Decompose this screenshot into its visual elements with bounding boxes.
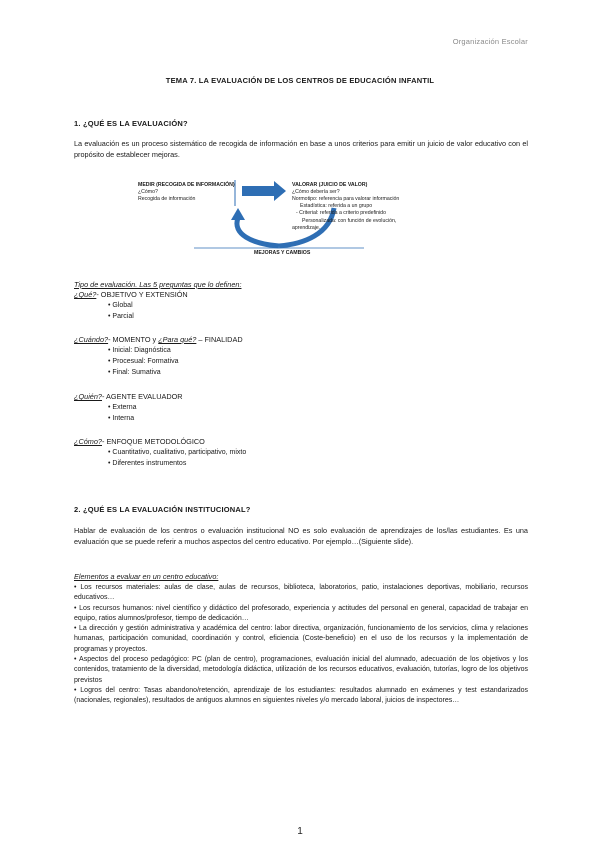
que-line [74, 290, 188, 300]
quien-label: - AGENTE EVALUADOR [102, 392, 183, 401]
que-label: - OBJETIVO Y EXTENSIÓN [96, 290, 188, 299]
list-item: • Procesual: Formativa [108, 358, 179, 365]
valorar-line: ¿Cómo debería ser? [292, 189, 340, 195]
list-item: • Los recursos humanos: nivel científico y didáctico del profesorado, experiencia y actitudes del personal en general, capacidad de trabajar en equipo, ratios alumnos/profesor, tiempo de dedicación… [74, 604, 528, 622]
list-item: • Inicial: Diagnóstica [108, 347, 171, 354]
elements-list [74, 583, 528, 707]
running-header: Organización Escolar [452, 37, 528, 46]
valorar-line: - Criterial: referida a criterio predefinido [296, 210, 386, 216]
valorar-line: aprendizaje. [292, 225, 321, 231]
document-title: TEMA 7. LA EVALUACIÓN DE LOS CENTROS DE EDUCACIÓN INFANTIL [165, 76, 435, 85]
quien-line [74, 392, 183, 402]
evaluation-cycle-diagram [134, 178, 464, 262]
finalidad-label: – FINALIDAD [196, 335, 243, 344]
elements-title: Elementos a evaluar en un centro educativo: [74, 572, 219, 581]
valorar-title: VALORAR (JUICIO DE VALOR) [292, 182, 368, 188]
list-item: • Global [108, 302, 133, 309]
bottom-label: MEJORAS Y CAMBIOS [254, 250, 311, 256]
list-item: • Diferentes instrumentos [108, 460, 187, 467]
forward-arrow [242, 181, 286, 201]
medir-line: Recogida de información [138, 196, 196, 202]
cuando-line [74, 335, 243, 345]
list-item: • Final: Sumativa [108, 369, 161, 376]
list-item: • Externa [108, 404, 137, 411]
return-arrow-left [237, 218, 279, 246]
tipo-title: Tipo de evaluación. Las 5 preguntas que lo definen: [74, 280, 242, 289]
page-number: 1 [297, 826, 303, 837]
como-label: - ENFOQUE METODOLÓGICO [101, 437, 205, 446]
quien-question: ¿Quién? [74, 392, 102, 401]
list-item: • Los recursos materiales: aulas de clase, aulas de recursos, biblioteca, laboratorios, patio, instalaciones deportivas, mobiliario, recursos educativos… [74, 584, 528, 602]
valorar-line: Normotipo: referencia para valorar información [292, 196, 400, 202]
medir-title: MEDIR (RECOGIDA DE INFORMACIÓN) [138, 182, 235, 188]
valorar-line: Personalizada: con función de evolución, [302, 218, 397, 224]
que-question: ¿Qué? [74, 290, 97, 299]
list-item: • Aspectos del proceso pedagógico: PC (plan de centro), programaciones, evaluación inicial del alumnado, adecuación de los objetivos y los contenidos, tratamiento de la diversidad, metodología didáctica, utilización de los recursos educativos, evaluación, tutorías, logro de los objetivos previstos [74, 656, 528, 684]
list-item: • Parcial [108, 313, 134, 320]
list-item: • Cuantitativo, cualitativo, participativo, mixto [108, 449, 247, 456]
section2-paragraph: Hablar de evaluación de los centros o evaluación institucional NO es solo evaluación de aprendizajes de los/las estudiantes. Es una evaluación que se puede referir a muchos aspectos del centro educativo. Por ejemplo…(Siguiente slide). [74, 526, 528, 546]
como-line [74, 437, 205, 447]
list-item: • Interna [108, 415, 135, 422]
medir-line: ¿Cómo? [138, 189, 158, 195]
return-arrowhead [231, 208, 245, 220]
list-item: • Logros del centro: Tasas abandono/retención, aprendizaje de los estudiantes: resultados alumnado en exámenes y test estandarizados (nacionales, regionales), resultados de antiguos alumnos en siguientes niveles y/o mercado laboral, juicios de inspectores… [74, 686, 528, 705]
cuando-label: - MOMENTO y [108, 335, 159, 344]
como-question: ¿Cómo? [74, 437, 102, 446]
section1-paragraph: La evaluación es un proceso sistemático de recogida de información en base a unos criterios para emitir un juicio de valor educativo con el propósito de establecer mejoras. [74, 139, 528, 159]
cuando-question: ¿Cuándo? [74, 335, 109, 344]
valorar-line: Estadística: referida a un grupo [300, 203, 373, 209]
list-item: • La dirección y gestión administrativa y académica del centro: labor directiva, organización, funcionamiento de los servicios, clima y relaciones humanas, participación comunidad, coordinación y control, eficiencia (Coste-beneficio) en el uso de los recursos y la implementación de programas y proyectos. [74, 625, 528, 653]
section1-heading: 1. ¿QUÉ ES LA EVALUACIÓN? [74, 119, 188, 128]
para-que-question: ¿Para qué? [158, 335, 197, 344]
section2-heading: 2. ¿QUÉ ES LA EVALUACIÓN INSTITUCIONAL? [74, 505, 251, 514]
